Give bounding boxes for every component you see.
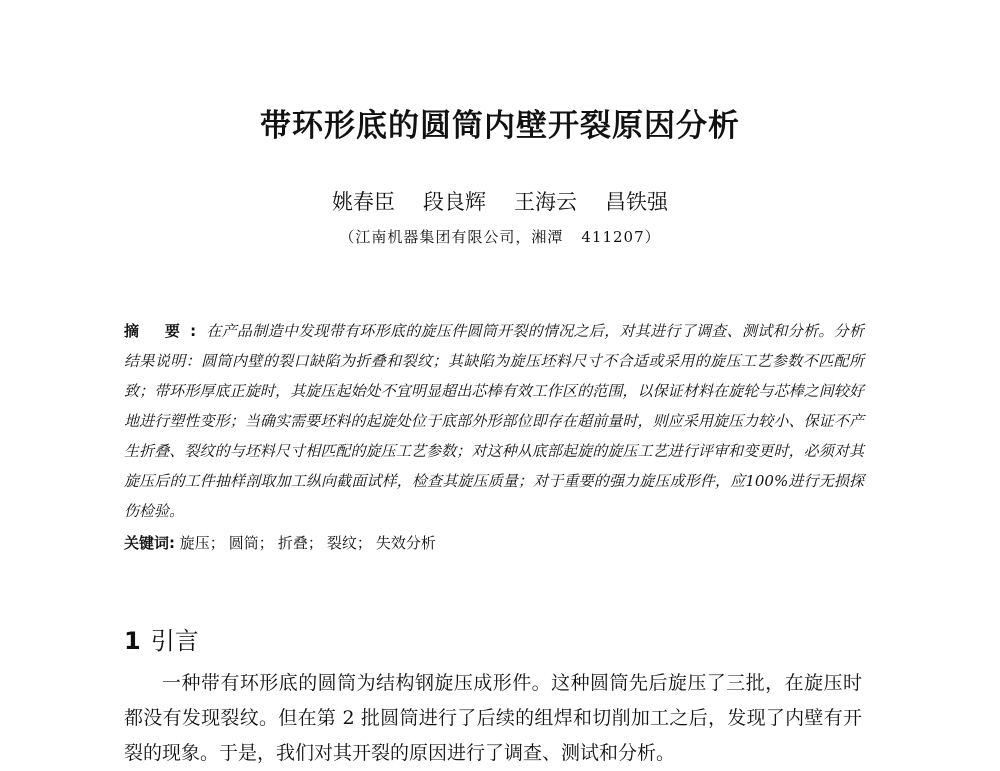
abstract-label: 摘 要: (124, 322, 207, 340)
author-list (0, 188, 1000, 216)
abstract (124, 316, 864, 526)
keyword: 圆筒； (228, 534, 274, 552)
author-name: 王海云 (514, 190, 577, 214)
keyword: 失效分析 (375, 534, 436, 552)
keyword: 折叠； (277, 534, 323, 552)
affiliation-postcode: 411207 (581, 228, 645, 246)
affiliation-open-paren: （ (339, 228, 356, 246)
section-number: 1 (124, 627, 141, 655)
section-heading (124, 624, 199, 658)
keywords-label: 关键词: (124, 534, 175, 552)
affiliation (0, 226, 1000, 248)
author-name: 姚春臣 (332, 190, 395, 214)
keywords (124, 530, 864, 556)
body-paragraph: 一种带有环形底的圆筒为结构钢旋压成形件。这种圆筒先后旋压了三批，在旋压时都没有发现裂纹。但在第 2 批圆筒进行了后续的组焊和切削加工之后，发现了内壁有开裂的现象。于是，我们对其开裂的原因进行了调查、测试和分析。 (124, 672, 862, 764)
abstract-text: 在产品制造中发现带有环形底的旋压件圆筒开裂的情况之后，对其进行了调查、测试和分析。分析结果说明：圆筒内壁的裂口缺陷为折叠和裂纹；其缺陷为旋压坯料尺寸不合适或采用的旋压工艺参数不匹配所致；带环形厚底正旋时，其旋压起始处不宜明显超出芯棒有效工作区的范围，以保证材料在旋轮与芯棒之间较好地进行塑性变形；当确实需要坯料的起旋处位于底部外形部位即存在超前量时，则应采用旋压力较小、保证不产生折叠、裂纹的与坯料尺寸相匹配的旋压工艺参数；对这种从底部起旋的旋压工艺进行评审和变更时，必须对其旋压后的工件抽样剖取加工纵向截面试样，检查其旋压质量；对于重要的强力旋压成形件，应100%进行无损探伤检验。 (124, 322, 864, 520)
keyword: 裂纹； (326, 534, 372, 552)
paper-title: 带环形底的圆筒内壁开裂原因分析 (260, 108, 740, 144)
affiliation-org: 江南机器集团有限公司，湘潭 (355, 228, 564, 246)
author-name: 昌铁强 (605, 190, 668, 214)
affiliation-close-paren: ） (644, 228, 661, 246)
keyword: 旋压； (179, 534, 225, 552)
author-name: 段良辉 (423, 190, 486, 214)
section-title: 引言 (150, 627, 199, 655)
